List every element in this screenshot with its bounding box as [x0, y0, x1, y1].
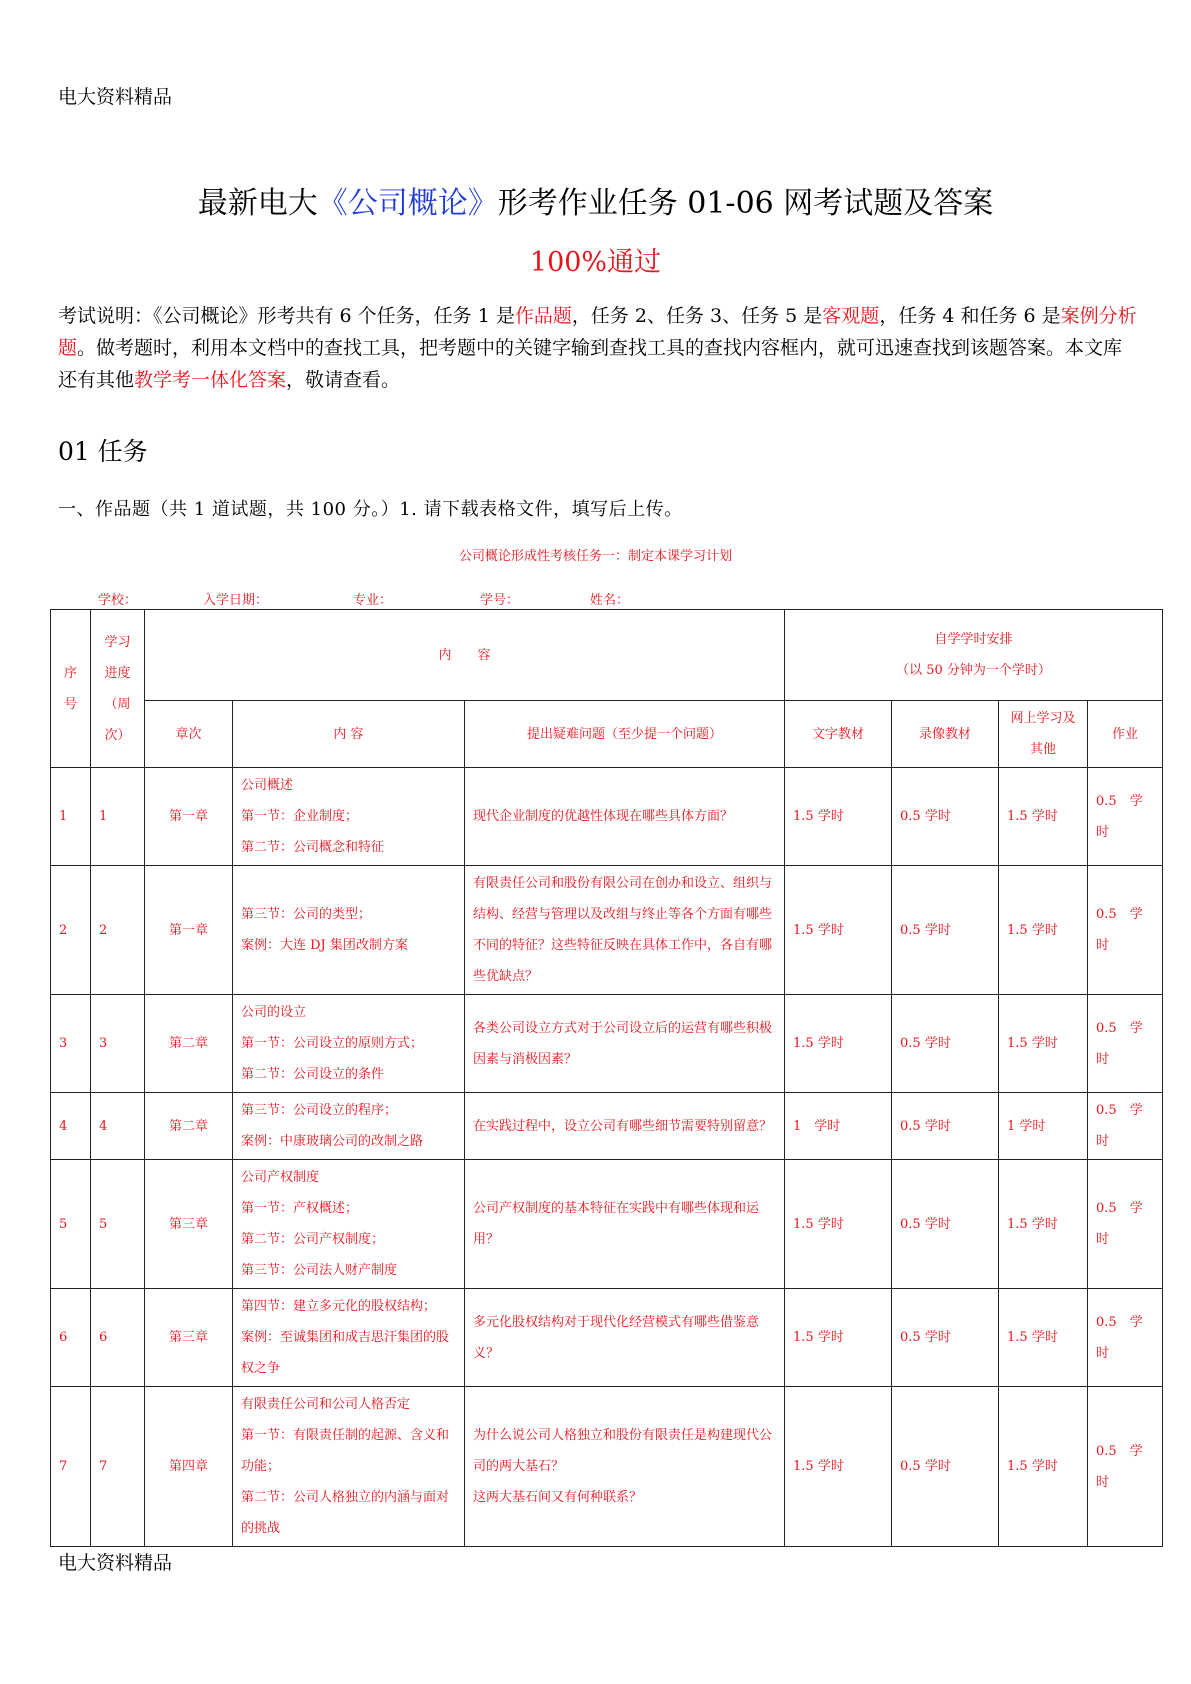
- cell-content-line: 第二节：公司设立的条件: [241, 1067, 385, 1082]
- header-self-study-title: 自学学时安排: [934, 632, 1013, 647]
- cell-week: 7: [91, 1387, 145, 1547]
- cell-chapter: 第三章: [145, 1289, 233, 1387]
- cell-video-hours: 0.5 学时: [892, 995, 999, 1093]
- cell-homework-hours: 0.5 学时: [1088, 1160, 1163, 1289]
- cell-question-line: 为什么说公司人格独立和股份有限责任是构建现代公司的两大基石？: [473, 1428, 773, 1474]
- cell-seq: 4: [51, 1093, 91, 1160]
- cell-week: 2: [91, 866, 145, 995]
- header-self-study-note: （以 50 分钟为一个学时）: [896, 663, 1051, 678]
- cell-content: [233, 1093, 465, 1160]
- header-seq: 序号: [51, 610, 91, 768]
- intro-highlight-1: 作品题: [514, 305, 572, 327]
- cell-question-line: 各类公司设立方式对于公司设立后的运营有哪些积极因素与消极因素？: [473, 1020, 773, 1067]
- cell-homework-hours: 0.5 学时: [1088, 995, 1163, 1093]
- cell-content-line: 第三节：公司法人财产制度: [241, 1263, 398, 1278]
- info-student-id: 学号：: [480, 593, 520, 608]
- cell-question: [465, 866, 785, 995]
- cell-content-line: 第二节：公司概念和特征: [241, 840, 385, 855]
- table-row: [51, 995, 1163, 1093]
- cell-online-hours: 1 学时: [999, 1093, 1088, 1160]
- exam-instructions: [58, 300, 1138, 396]
- cell-video-hours: 0.5 学时: [892, 768, 999, 866]
- intro-text-1: 考试说明：《公司概论》形考共有 6 个任务，任务 1 是: [58, 305, 515, 327]
- table-header-row-2: [51, 701, 1163, 768]
- cell-content-line: 第四节：建立多元化的股权结构；: [241, 1299, 437, 1314]
- cell-content-line: 案例：至诚集团和成吉思汗集团的股权之争: [241, 1330, 450, 1376]
- table-row: [51, 866, 1163, 995]
- cell-content: [233, 995, 465, 1093]
- header-week: 学习进度（周次）: [91, 610, 145, 768]
- cell-question-line: 有限责任公司和股份有限公司在创办和设立、组织与结构、经营与管理以及改组与终止等各个方面有哪些不同的特征？这些特征反映在具体工作中，各自有哪些优缺点？: [473, 876, 773, 984]
- header-content: 内 容: [145, 610, 785, 701]
- cell-content: [233, 866, 465, 995]
- title-course: 《公司概论》: [317, 186, 498, 221]
- cell-homework-hours: 0.5 学时: [1088, 866, 1163, 995]
- cell-content-line: 公司的设立: [241, 1005, 307, 1020]
- cell-chapter: 第三章: [145, 1160, 233, 1289]
- cell-content-line: 第三节：公司设立的程序；: [241, 1103, 398, 1118]
- cell-online-hours: 1.5 学时: [999, 1289, 1088, 1387]
- header-video-material: 录像教材: [892, 701, 999, 768]
- cell-video-hours: 0.5 学时: [892, 1289, 999, 1387]
- page-title: [0, 178, 1191, 222]
- cell-week: 6: [91, 1289, 145, 1387]
- cell-video-hours: 0.5 学时: [892, 1160, 999, 1289]
- header-question: 提出疑难问题（至少提一个问题）: [465, 701, 785, 768]
- cell-content: [233, 1160, 465, 1289]
- cell-content-line: 第二节：公司人格独立的内涵与面对的挑战: [241, 1490, 450, 1536]
- cell-content-line: 第一节：有限责任制的起源、含义和功能；: [241, 1428, 450, 1474]
- cell-homework-hours: 0.5 学时: [1088, 1093, 1163, 1160]
- table-row: [51, 1093, 1163, 1160]
- header-chapter: 章次: [145, 701, 233, 768]
- cell-video-hours: 0.5 学时: [892, 1387, 999, 1547]
- table-row: [51, 1387, 1163, 1547]
- cell-video-hours: 0.5 学时: [892, 1093, 999, 1160]
- table-title: 公司概论形成性考核任务一：制定本课学习计划: [458, 549, 732, 564]
- cell-chapter: 第四章: [145, 1387, 233, 1547]
- intro-text-5: ，敬请查看。: [286, 369, 401, 391]
- cell-text-hours: 1.5 学时: [785, 866, 892, 995]
- info-name: 姓名：: [590, 593, 630, 608]
- table-row: [51, 768, 1163, 866]
- cell-chapter: 第二章: [145, 1093, 233, 1160]
- cell-content: [233, 1387, 465, 1547]
- cell-homework-hours: 0.5 学时: [1088, 768, 1163, 866]
- cell-week: 3: [91, 995, 145, 1093]
- cell-content: [233, 1289, 465, 1387]
- header-content-sub: 内 容: [233, 701, 465, 768]
- header-text-material: 文字教材: [785, 701, 892, 768]
- cell-question-line: 公司产权制度的基本特征在实践中有哪些体现和运用？: [473, 1201, 760, 1247]
- cell-homework-hours: 0.5 学时: [1088, 1387, 1163, 1547]
- cell-content-line: 第二节：公司产权制度；: [241, 1232, 385, 1247]
- cell-week: 5: [91, 1160, 145, 1289]
- study-plan-table: [50, 609, 1163, 1547]
- info-major: 专业：: [353, 593, 393, 608]
- cell-homework-hours: 0.5 学时: [1088, 1289, 1163, 1387]
- cell-content-line: 第三节：公司的类型；: [241, 907, 372, 922]
- page-footer: 电大资料精品: [58, 1552, 173, 1574]
- cell-week: 1: [91, 768, 145, 866]
- cell-content: [233, 768, 465, 866]
- cell-seq: 6: [51, 1289, 91, 1387]
- intro-text-4: 。做考题时，利用本文档中的查找工具，把考题中的关键字输到查找工具的查找内容框内，就可迅速查找到该题答案。本文库还有其他: [58, 337, 1123, 391]
- cell-online-hours: 1.5 学时: [999, 1387, 1088, 1547]
- table-row: [51, 1289, 1163, 1387]
- header-homework: 作业: [1088, 701, 1163, 768]
- cell-week: 4: [91, 1093, 145, 1160]
- question-text: 一、作品题（共 1 道试题，共 100 分。）1. 请下载表格文件，填写后上传。: [58, 499, 683, 520]
- cell-content-line: 案例：大连 DJ 集团改制方案: [241, 938, 408, 953]
- cell-seq: 5: [51, 1160, 91, 1289]
- cell-online-hours: 1.5 学时: [999, 768, 1088, 866]
- cell-text-hours: 1.5 学时: [785, 995, 892, 1093]
- intro-highlight-3: 案例分析题: [58, 305, 1137, 359]
- cell-question: [465, 1160, 785, 1289]
- cell-content-line: 第一节：公司设立的原则方式；: [241, 1036, 424, 1051]
- cell-question-line: 在实践过程中，设立公司有哪些细节需要特别留意？: [473, 1118, 773, 1134]
- section-heading: 01 任务: [58, 437, 148, 466]
- intro-text-3: ，任务 4 和任务 6 是: [879, 305, 1061, 327]
- title-suffix: 形考作业任务 01-06 网考试题及答案: [497, 186, 994, 221]
- cell-chapter: 第一章: [145, 866, 233, 995]
- intro-highlight-4: 教学考一体化答案: [134, 369, 287, 391]
- cell-text-hours: 1.5 学时: [785, 768, 892, 866]
- page-header: 电大资料精品: [58, 86, 173, 108]
- cell-text-hours: 1.5 学时: [785, 1289, 892, 1387]
- intro-text-2: ，任务 2、任务 3、任务 5 是: [571, 305, 823, 327]
- info-school: 学校：: [98, 593, 138, 608]
- table-row: [51, 1160, 1163, 1289]
- header-self-study: [785, 610, 1163, 701]
- cell-chapter: 第二章: [145, 995, 233, 1093]
- cell-online-hours: 1.5 学时: [999, 1160, 1088, 1289]
- cell-seq: 2: [51, 866, 91, 995]
- cell-question: [465, 1289, 785, 1387]
- cell-question-line: 多元化股权结构对于现代化经营模式有哪些借鉴意义？: [473, 1314, 760, 1361]
- cell-content-line: 第一节：产权概述；: [241, 1201, 359, 1216]
- cell-question: [465, 1387, 785, 1547]
- cell-text-hours: 1.5 学时: [785, 1387, 892, 1547]
- cell-text-hours: 1.5 学时: [785, 1160, 892, 1289]
- cell-online-hours: 1.5 学时: [999, 995, 1088, 1093]
- cell-seq: 1: [51, 768, 91, 866]
- info-enroll-date: 入学日期：: [203, 593, 269, 608]
- cell-text-hours: 1 学时: [785, 1093, 892, 1160]
- intro-highlight-2: 客观题: [822, 305, 880, 327]
- cell-content-line: 公司产权制度: [241, 1170, 320, 1185]
- cell-content-line: 公司概述: [241, 778, 294, 793]
- cell-seq: 7: [51, 1387, 91, 1547]
- table-header-row: [51, 610, 1163, 701]
- cell-question: [465, 768, 785, 866]
- cell-content-line: 有限责任公司和公司人格否定: [241, 1397, 411, 1412]
- cell-video-hours: 0.5 学时: [892, 866, 999, 995]
- cell-question-line: 这两大基石间又有何种联系？: [473, 1490, 643, 1505]
- cell-chapter: 第一章: [145, 768, 233, 866]
- cell-question: [465, 1093, 785, 1160]
- cell-seq: 3: [51, 995, 91, 1093]
- cell-question: [465, 995, 785, 1093]
- header-online: 网上学习及其他: [999, 701, 1088, 768]
- title-prefix: 最新电大: [197, 186, 318, 221]
- cell-online-hours: 1.5 学时: [999, 866, 1088, 995]
- cell-question-line: 现代企业制度的优越性体现在哪些具体方面？: [473, 809, 734, 824]
- page-subtitle: 100%通过: [529, 247, 662, 278]
- cell-content-line: 第一节：企业制度；: [241, 809, 359, 824]
- cell-content-line: 案例：中康玻璃公司的改制之路: [241, 1134, 424, 1149]
